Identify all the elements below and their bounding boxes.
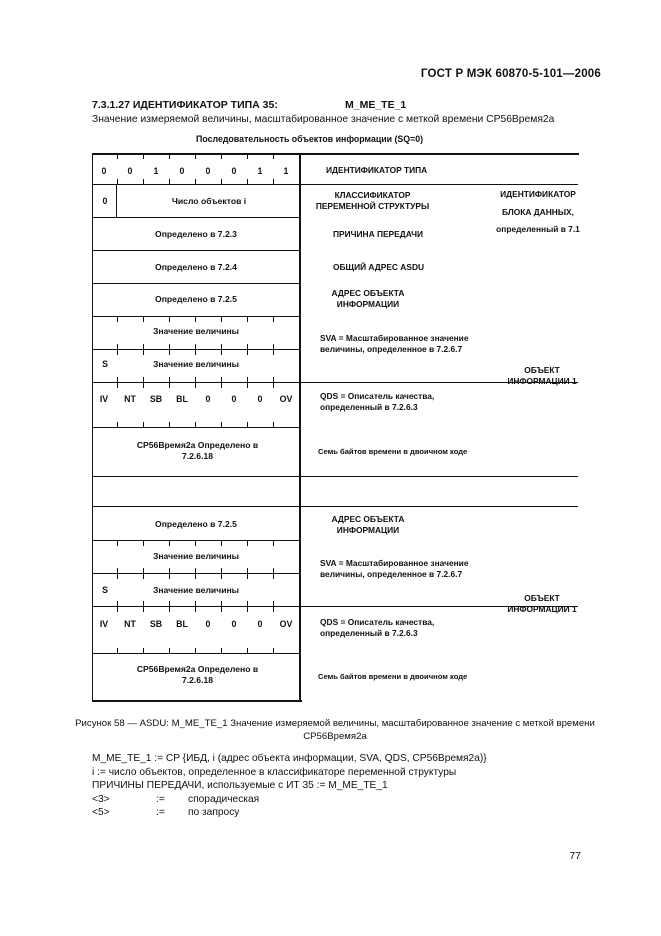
bit-tick — [117, 350, 118, 355]
row-line — [92, 283, 300, 284]
data-unit-identifier-label: ИДЕНТИФИКАТОР БЛОКА ДАННЫХ, определенный в 7.1 — [496, 189, 580, 234]
cause-op: := — [156, 807, 165, 818]
bit-cell: 1 — [283, 166, 289, 176]
section-title: 7.3.1.27 ИДЕНТИФИКАТОР ТИПА 35: — [92, 99, 278, 111]
bit-cell: 0 — [231, 619, 237, 629]
time-label: Семь байтов времени в двоичном коде — [318, 672, 468, 681]
bit-tick — [247, 350, 248, 355]
bit-tick — [221, 574, 222, 579]
bit-tick — [273, 317, 274, 322]
bit-tick — [247, 648, 248, 653]
ioa-label: АДРЕС ОБЪЕКТА ИНФОРМАЦИИ — [331, 514, 405, 535]
qds-label: QDS = Описатель качества, определенный в 7.2.6.3 — [320, 391, 435, 412]
bit-cell: 0 — [205, 619, 211, 629]
bit-tick — [143, 648, 144, 653]
bit-cell: BL — [176, 394, 188, 404]
bit-tick — [273, 541, 274, 546]
bit-tick — [221, 350, 222, 355]
bit-tick — [143, 154, 144, 158]
bit-tick — [117, 383, 118, 387]
bit-cell: 1 — [153, 166, 159, 176]
page-number: 77 — [569, 850, 581, 862]
bit-cell: OV — [279, 394, 293, 404]
value-text: Значение величины — [152, 551, 240, 561]
bit-tick — [169, 574, 170, 579]
bit-cell: SB — [149, 619, 163, 629]
definition-line-3: ПРИЧИНЫ ПЕРЕДАЧИ, используемые с ИТ 35 := M_ME_TE_1 — [92, 780, 388, 791]
bit-tick — [117, 154, 118, 158]
bit-cell: 0 — [257, 394, 263, 404]
bit-tick — [117, 541, 118, 546]
bit-tick — [247, 422, 248, 427]
bit-tick — [195, 383, 196, 387]
bit-cell: BL — [176, 619, 188, 629]
bit-tick — [273, 154, 274, 158]
section-description: Значение измеряемой величины, масштабированное значение с меткой времени CP56Время2а — [92, 114, 555, 125]
diagram-top-border — [92, 153, 579, 155]
bit-tick — [117, 377, 118, 382]
bit-tick — [273, 344, 274, 349]
diagram-bottom-border — [92, 700, 302, 702]
bit-tick — [195, 568, 196, 573]
cot-label: ПРИЧИНА ПЕРЕДАЧИ — [333, 229, 424, 239]
bit-tick — [143, 179, 144, 184]
time-text: CP56Время2а Определено в 7.2.6.18 — [136, 440, 259, 461]
bit-tick — [247, 541, 248, 546]
bit-tick — [143, 350, 144, 355]
bit-tick — [195, 154, 196, 158]
bit-tick — [221, 648, 222, 653]
bit-tick — [143, 317, 144, 322]
bit-tick — [117, 574, 118, 579]
row-line — [92, 250, 300, 251]
value-text-2: Значение величины — [152, 585, 240, 595]
object-label: ОБЪЕКТ ИНФОРМАЦИИ 1 — [507, 593, 577, 614]
bit-tick — [195, 377, 196, 382]
bit-tick — [221, 541, 222, 546]
bit-tick — [247, 574, 248, 579]
row-line — [92, 427, 300, 428]
row-line — [92, 184, 300, 185]
vsq-bit: 0 — [102, 196, 108, 206]
cause-code: <3> — [92, 794, 110, 805]
bit-tick — [169, 350, 170, 355]
bit-tick — [117, 422, 118, 427]
bit-tick — [273, 179, 274, 184]
bit-tick — [195, 179, 196, 184]
definition-line-1: M_ME_TE_1 := CP {ИБД, i (адрес объекта информации, SVA, QDS, CP56Время2а)} — [92, 753, 487, 764]
ioa-text: Определено в 7.2.5 — [155, 294, 237, 304]
bit-tick — [195, 422, 196, 427]
bit-tick — [247, 383, 248, 387]
bit-tick — [169, 422, 170, 427]
bit-tick — [273, 607, 274, 611]
time-text: CP56Время2а Определено в 7.2.6.18 — [136, 664, 259, 685]
definition-line-2: i := число объектов, определенное в классификаторе переменной структуры — [92, 767, 457, 778]
value-text: Значение величины — [152, 326, 240, 336]
bit-tick — [247, 377, 248, 382]
bit-tick — [169, 541, 170, 546]
sign-bit: S — [102, 359, 108, 369]
bit-tick — [247, 568, 248, 573]
bit-tick — [117, 601, 118, 606]
vsq-text: Число объектов i — [171, 196, 247, 206]
row-line — [92, 217, 300, 218]
bit-tick — [195, 601, 196, 606]
divider-line — [300, 476, 578, 477]
bit-tick — [195, 344, 196, 349]
row-line — [92, 653, 300, 654]
bit-tick — [117, 179, 118, 184]
bit-tick — [195, 648, 196, 653]
bit-cell: 0 — [205, 394, 211, 404]
vsq-label: КЛАССИФИКАТОР ПЕРЕМЕННОЙ СТРУКТУРЫ — [315, 190, 430, 211]
bit-tick — [169, 607, 170, 611]
bit-tick — [273, 574, 274, 579]
bit-cell: SB — [149, 394, 163, 404]
cot-text: Определено в 7.2.3 — [155, 229, 237, 239]
bit-cell: 0 — [205, 166, 211, 176]
bit-tick — [273, 377, 274, 382]
bit-cell: 1 — [257, 166, 263, 176]
bit-tick — [221, 154, 222, 158]
bit-tick — [169, 317, 170, 322]
bit-tick — [169, 383, 170, 387]
bit-tick — [273, 568, 274, 573]
bit-tick — [273, 422, 274, 427]
standard-header: ГОСТ Р МЭК 60870-5-101—2006 — [420, 68, 601, 80]
bit-tick — [143, 574, 144, 579]
bit-tick — [169, 154, 170, 158]
bit-tick — [169, 648, 170, 653]
bit-tick — [143, 607, 144, 611]
type-label: ИДЕНТИФИКАТОР ТИПА — [326, 165, 428, 175]
cause-meaning: по запросу — [188, 807, 240, 818]
bit-tick — [117, 317, 118, 322]
bit-tick — [143, 541, 144, 546]
value-text-2: Значение величины — [152, 359, 240, 369]
cause-op: := — [156, 794, 165, 805]
bit-tick — [195, 574, 196, 579]
bit-cell: NT — [124, 619, 136, 629]
bit-tick — [117, 648, 118, 653]
bit-tick — [117, 568, 118, 573]
bit-cell: 0 — [257, 619, 263, 629]
bit-cell: 0 — [231, 394, 237, 404]
bit-tick — [143, 377, 144, 382]
time-label: Семь байтов времени в двоичном коде — [318, 447, 468, 456]
bit-tick — [143, 568, 144, 573]
bit-tick — [117, 344, 118, 349]
bit-tick — [143, 344, 144, 349]
bit-tick — [247, 607, 248, 611]
bit-tick — [273, 601, 274, 606]
cause-code: <5> — [92, 807, 110, 818]
bit-tick — [221, 179, 222, 184]
bit-cell: IV — [99, 394, 109, 404]
bit-tick — [247, 317, 248, 322]
qds-label: QDS = Описатель качества, определенный в 7.2.6.3 — [320, 617, 435, 638]
bit-tick — [221, 601, 222, 606]
vsq-separator — [116, 184, 117, 217]
ioa-text: Определено в 7.2.5 — [155, 519, 237, 529]
bit-tick — [221, 607, 222, 611]
bit-tick — [273, 350, 274, 355]
bit-tick — [247, 179, 248, 184]
bit-cell: 0 — [127, 166, 133, 176]
bit-cell: 0 — [231, 166, 237, 176]
bit-cell: 0 — [179, 166, 185, 176]
figure-top-caption: Последовательность объектов информации (SQ=0) — [196, 134, 424, 144]
bit-tick — [247, 601, 248, 606]
bit-cell: OV — [279, 619, 293, 629]
asdu-text: Определено в 7.2.4 — [155, 262, 237, 272]
bit-tick — [221, 344, 222, 349]
bit-tick — [169, 568, 170, 573]
bit-tick — [273, 648, 274, 653]
object-label: ОБЪЕКТ ИНФОРМАЦИИ 1 — [507, 365, 577, 386]
bit-tick — [143, 383, 144, 387]
bit-cell: NT — [124, 394, 136, 404]
bit-tick — [169, 601, 170, 606]
bit-tick — [221, 422, 222, 427]
sign-bit: S — [102, 585, 108, 595]
bit-tick — [273, 383, 274, 387]
bit-tick — [195, 541, 196, 546]
ioa-label: АДРЕС ОБЪЕКТА ИНФОРМАЦИИ — [331, 288, 405, 309]
sva-label: SVA = Масштабированное значение величины, определенное в 7.2.6.7 — [320, 333, 469, 354]
bit-tick — [221, 317, 222, 322]
bit-tick — [169, 377, 170, 382]
bit-tick — [195, 317, 196, 322]
bit-cell: 0 — [101, 166, 107, 176]
asdu-label: ОБЩИЙ АДРЕС ASDU — [333, 262, 425, 272]
bit-tick — [195, 350, 196, 355]
section-identifier: M_ME_TE_1 — [345, 99, 407, 111]
bit-tick — [169, 344, 170, 349]
bit-tick — [247, 154, 248, 158]
bit-tick — [117, 607, 118, 611]
figure-caption: Рисунок 58 — ASDU: M_ME_TE_1 Значение измеряемой величины, масштабированное значение с меткой времени CP56Время2а — [75, 718, 595, 742]
bit-tick — [221, 568, 222, 573]
bit-tick — [169, 179, 170, 184]
bit-tick — [221, 377, 222, 382]
bit-cell: IV — [99, 619, 109, 629]
row-line — [92, 476, 300, 477]
divider-line — [300, 506, 578, 507]
cause-meaning: спорадическая — [188, 794, 260, 805]
bit-tick — [143, 422, 144, 427]
bit-tick — [247, 344, 248, 349]
row-line — [92, 506, 300, 507]
bit-tick — [195, 607, 196, 611]
sva-label: SVA = Масштабированное значение величины, определенное в 7.2.6.7 — [320, 558, 469, 579]
bit-tick — [221, 383, 222, 387]
bit-tick — [143, 601, 144, 606]
